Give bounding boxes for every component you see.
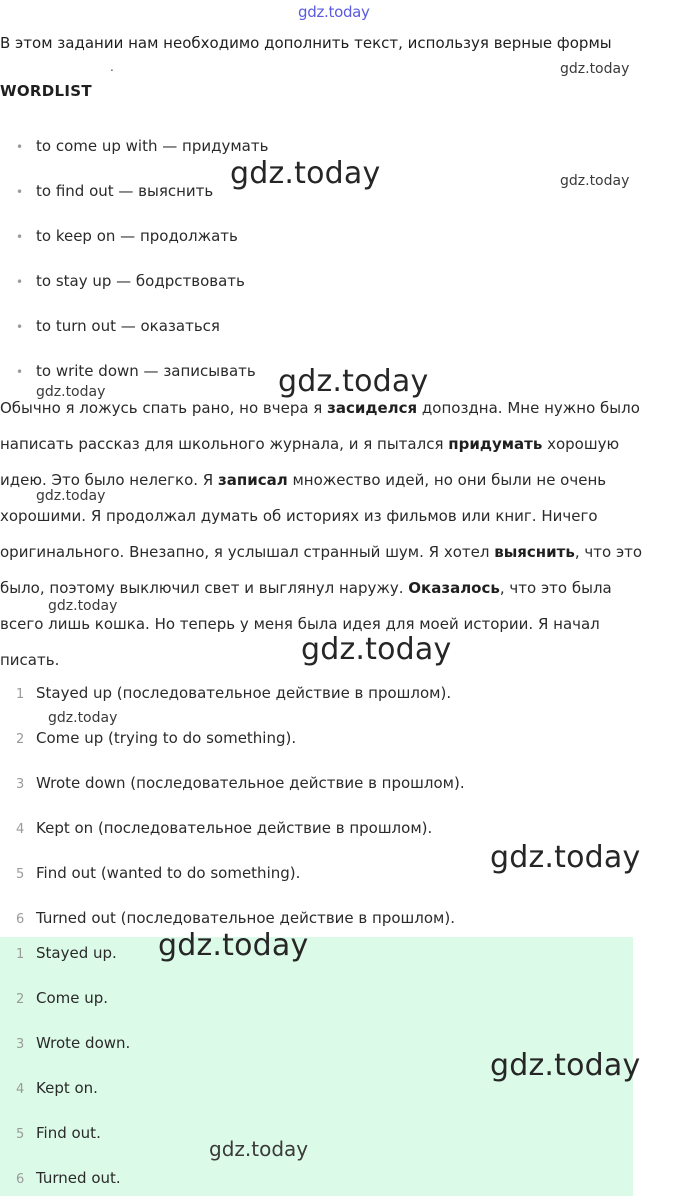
watermark: gdz.today: [36, 384, 106, 400]
explanation-text: Turned out (последовательное действие в прошлом).: [36, 909, 455, 927]
answer-text: Stayed up.: [36, 944, 117, 962]
stray-dot: .: [110, 60, 114, 74]
explanation-text: Stayed up (последовательное действие в прошлом).: [36, 684, 452, 702]
bullet-icon: •: [16, 365, 24, 379]
wordlist-item-text: to come up with — придумать: [36, 137, 269, 155]
wordlist-item-text: to write down — записывать: [36, 362, 256, 380]
item-number: 1: [16, 947, 25, 962]
wordlist-item: [16, 362, 256, 380]
explanation-item: [16, 684, 451, 702]
watermark: gdz.today: [278, 364, 429, 399]
item-number: 5: [16, 1127, 25, 1142]
paragraph-line: было, поэтому выключил свет и выглянул наружу. Оказалось, что это была: [0, 579, 612, 597]
answer-text: Wrote down.: [36, 1034, 131, 1052]
item-number: 6: [16, 1172, 25, 1187]
watermark: gdz.today: [36, 488, 106, 504]
watermark: gdz.today: [48, 598, 118, 614]
answer-item: [16, 989, 108, 1007]
item-number: 2: [16, 992, 25, 1007]
answer-text: Turned out.: [36, 1169, 121, 1187]
wordlist-item: [16, 137, 268, 155]
item-number: 1: [16, 687, 25, 702]
item-number: 5: [16, 867, 25, 882]
bullet-icon: •: [16, 230, 24, 244]
explanation-item: [16, 774, 465, 792]
paragraph-line: написать рассказ для школьного журнала, и я пытался придумать хорошую: [0, 435, 620, 453]
wordlist-item-text: to turn out — оказаться: [36, 317, 220, 335]
answer-text: Kept on.: [36, 1079, 98, 1097]
bullet-icon: •: [16, 320, 24, 334]
watermark: gdz.today: [158, 928, 309, 963]
wordlist-item-text: to keep on — продолжать: [36, 227, 238, 245]
wordlist-item: [16, 317, 220, 335]
explanation-item: [16, 864, 300, 882]
paragraph-line: идею. Это было нелегко. Я записал множество идей, но они были не очень: [0, 471, 607, 489]
answer-text: Find out.: [36, 1124, 101, 1142]
watermark: gdz.today: [230, 156, 381, 191]
item-number: 3: [16, 777, 25, 792]
wordlist-item: [16, 272, 245, 290]
item-number: 4: [16, 1082, 25, 1097]
answer-item: [16, 944, 117, 962]
watermark: gdz.today: [301, 632, 452, 667]
wordlist-item-text: to find out — выяснить: [36, 182, 214, 200]
item-number: 3: [16, 1037, 25, 1052]
wordlist-item: [16, 182, 213, 200]
highlighted-word: Оказалось: [408, 579, 500, 597]
explanation-item: [16, 729, 296, 747]
watermark: gdz.today: [560, 173, 630, 189]
explanation-text: Find out (wanted to do something).: [36, 864, 301, 882]
item-number: 2: [16, 732, 25, 747]
answer-item: [16, 1079, 98, 1097]
watermark: gdz.today: [48, 710, 118, 726]
wordlist-item-text: to stay up — бодрствовать: [36, 272, 245, 290]
answer-text: Come up.: [36, 989, 109, 1007]
watermark: gdz.today: [490, 840, 641, 875]
item-number: 4: [16, 822, 25, 837]
bullet-icon: •: [16, 140, 24, 154]
explanation-item: [16, 819, 432, 837]
answer-item: [16, 1124, 101, 1142]
explanation-text: Come up (trying to do something).: [36, 729, 297, 747]
paragraph-line: писать.: [0, 651, 60, 669]
explanation-text: Kept on (последовательное действие в прошлом).: [36, 819, 433, 837]
answer-item: [16, 1169, 121, 1187]
bullet-icon: •: [16, 185, 24, 199]
explanation-item: [16, 909, 455, 927]
wordlist-heading: WORDLIST: [0, 82, 92, 100]
paragraph-line: оригинального. Внезапно, я услышал странный шум. Я хотел выяснить, что это: [0, 543, 643, 561]
highlighted-word: записал: [218, 471, 288, 489]
highlighted-word: придумать: [448, 435, 543, 453]
site-logo[interactable]: gdz.today: [298, 3, 370, 21]
answer-item: [16, 1034, 130, 1052]
watermark: gdz.today: [490, 1048, 641, 1083]
highlighted-word: выяснить: [494, 543, 575, 561]
watermark: gdz.today: [209, 1137, 309, 1161]
highlighted-word: засиделся: [327, 399, 418, 417]
paragraph-line: хорошими. Я продолжал думать об историях из фильмов или книг. Ничего: [0, 507, 598, 525]
wordlist-item: [16, 227, 238, 245]
paragraph-line: всего лишь кошка. Но теперь у меня была идея для моей истории. Я начал: [0, 615, 600, 633]
paragraph-line: Обычно я ложусь спать рано, но вчера я засиделся допоздна. Мне нужно было: [0, 399, 640, 417]
item-number: 6: [16, 912, 25, 927]
explanation-text: Wrote down (последовательное действие в прошлом).: [36, 774, 465, 792]
intro-text: В этом задании нам необходимо дополнить текст, используя верные формы: [0, 34, 612, 52]
bullet-icon: •: [16, 275, 24, 289]
watermark: gdz.today: [560, 61, 630, 77]
